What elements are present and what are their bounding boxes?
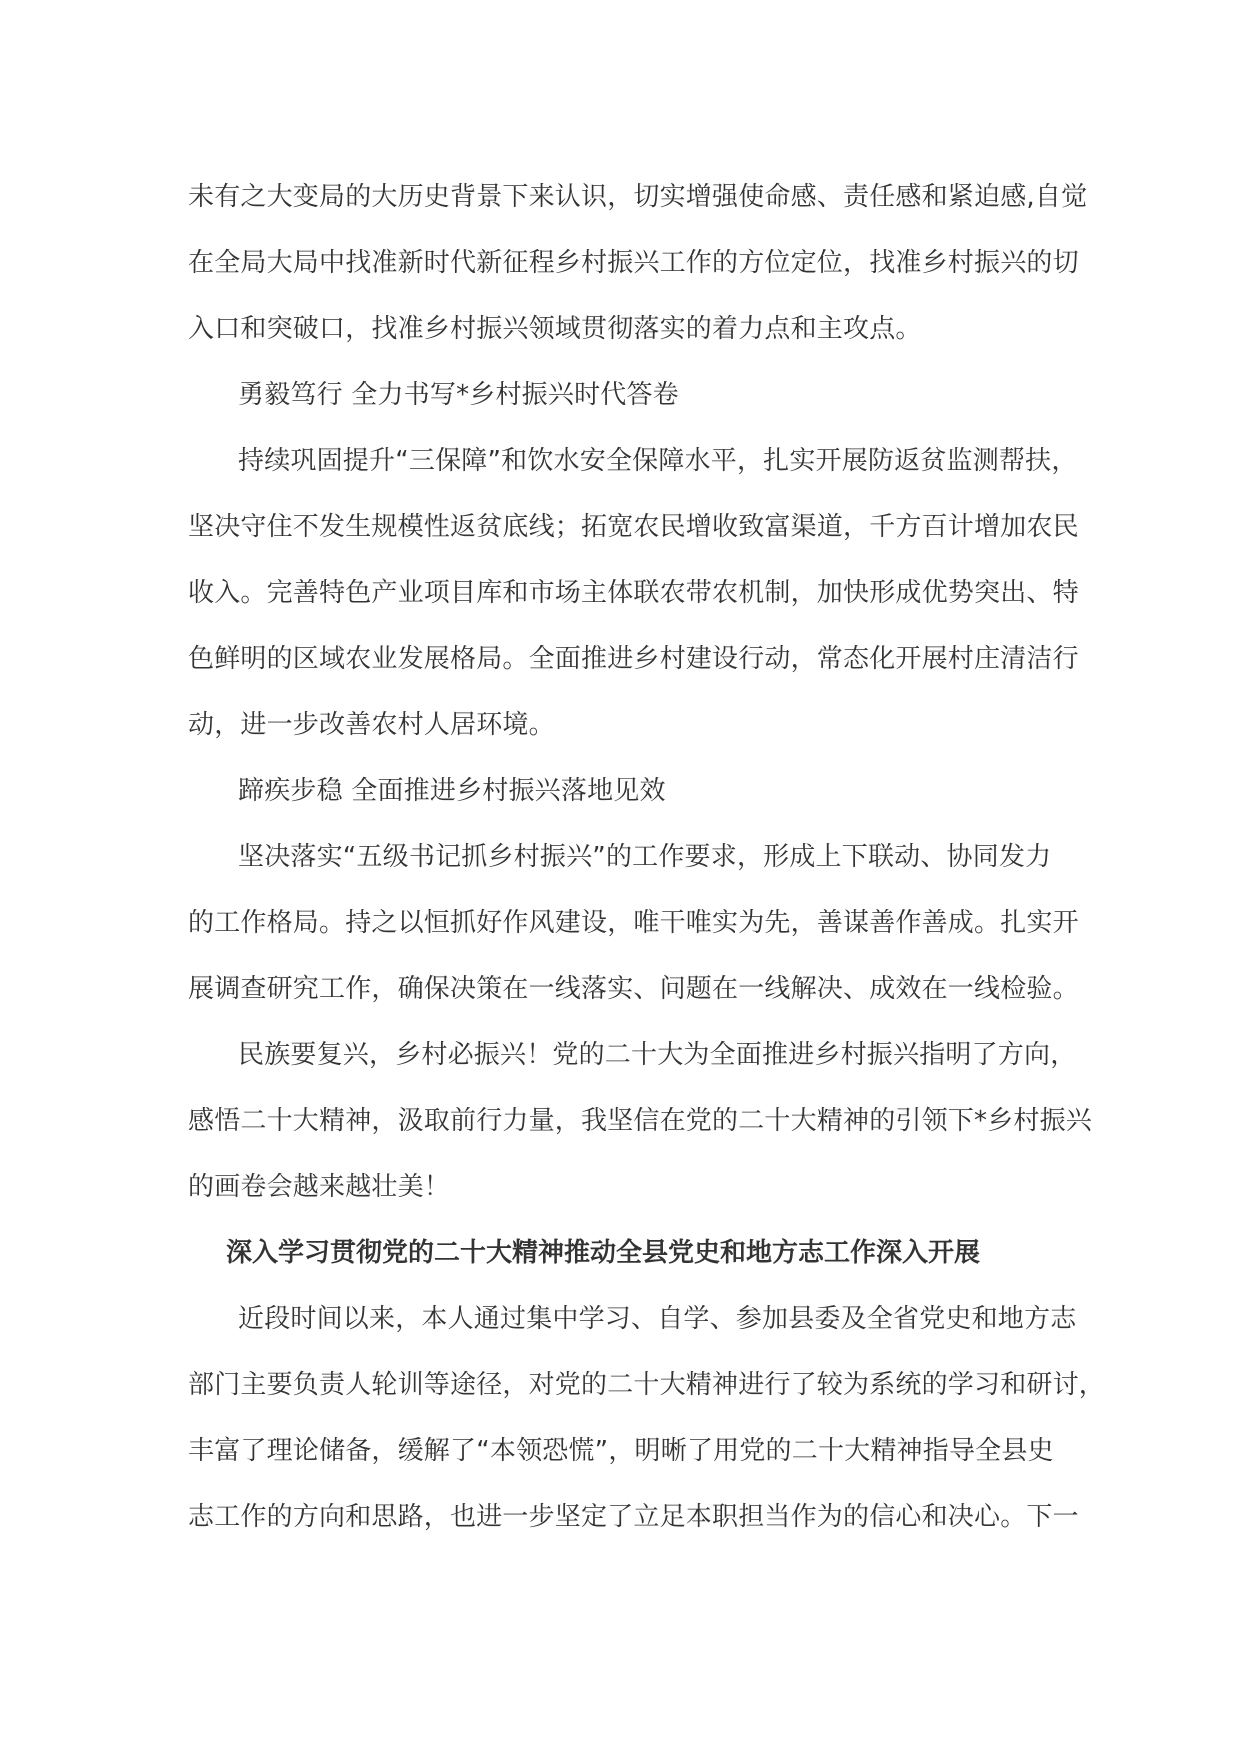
text-line: 感悟二十大精神，汲取前行力量，我坚信在党的二十大精神的引领下*乡村振兴 (188, 1106, 1093, 1136)
text-line: 收入。完善特色产业项目库和市场主体联农带农机制，加快形成优势突出、特 (188, 578, 1079, 608)
text-line: 持续巩固提升“三保障”和饮水安全保障水平，扎实开展防返贫监测帮扶， (238, 446, 1078, 476)
section-subheading: 蹄疾步稳 全面推进乡村振兴落地见效 (238, 776, 666, 806)
article-title: 深入学习贯彻党的二十大精神推动全县党史和地方志工作深入开展 (225, 1238, 980, 1268)
text-line: 民族要复兴，乡村必振兴！党的二十大为全面推进乡村振兴指明了方向， (238, 1040, 1077, 1070)
text-line: 丰富了理论储备，缓解了“本领恐慌”，明晰了用党的二十大精神指导全县史 (188, 1436, 1054, 1466)
text-line: 坚决守住不发生规模性返贫底线；拓宽农民增收致富渠道，千方百计增加农民 (188, 512, 1079, 542)
document-body (188, 164, 1106, 1550)
text-line: 在全局大局中找准新时代新征程乡村振兴工作的方位定位，找准乡村振兴的切 (188, 248, 1079, 278)
text-line: 未有之大变局的大历史背景下来认识，切实增强使命感、责任感和紧迫感,自觉 (188, 182, 1088, 212)
text-line: 入口和突破口，找准乡村振兴领域贯彻落实的着力点和主攻点。 (188, 314, 922, 344)
text-line: 志工作的方向和思路，也进一步坚定了立足本职担当作为的信心和决心。下一 (188, 1502, 1079, 1532)
text-line: 动，进一步改善农村人居环境。 (188, 710, 555, 740)
text-line: 的画卷会越来越壮美！ (188, 1172, 451, 1202)
text-line: 近段时间以来，本人通过集中学习、自学、参加县委及全省党史和地方志 (238, 1304, 1077, 1334)
text-line: 展调查研究工作，确保决策在一线落实、问题在一线解决、成效在一线检验。 (188, 974, 1079, 1004)
text-line: 部门主要负责人轮训等途径，对党的二十大精神进行了较为系统的学习和研讨， (188, 1370, 1106, 1400)
text-line: 色鲜明的区域农业发展格局。全面推进乡村建设行动，常态化开展村庄清洁行 (188, 644, 1079, 674)
section-subheading: 勇毅笃行 全力书写*乡村振兴时代答卷 (238, 380, 679, 410)
text-line: 坚决落实“五级书记抓乡村振兴”的工作要求，形成上下联动、协同发力 (238, 842, 1052, 872)
text-line: 的工作格局。持之以恒抓好作风建设，唯干唯实为先，善谋善作善成。扎实开 (188, 908, 1079, 938)
